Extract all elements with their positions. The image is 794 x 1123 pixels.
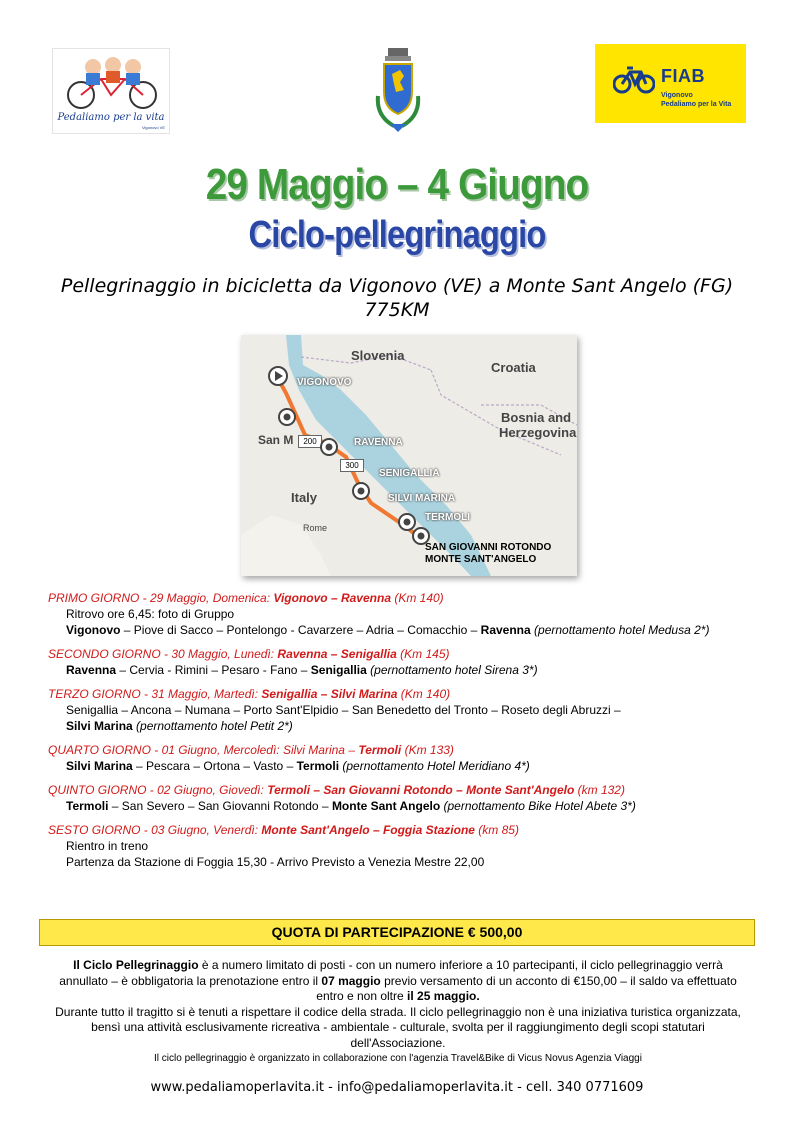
day-route: Vigonovo – Ravenna (273, 591, 391, 605)
label-italy: Italy (291, 490, 318, 505)
terms-bold: Il Ciclo Pellegrinaggio (73, 958, 199, 972)
coat-of-arms-icon (370, 46, 426, 136)
day-start: Silvi Marina (66, 759, 133, 773)
terms-paragraph-1 (48, 958, 748, 1005)
day-route: Termoli (358, 743, 402, 757)
label-rome: Rome (303, 523, 328, 533)
day-label: QUINTO GIORNO - 02 Giugno, Giovedì: (48, 783, 268, 797)
left-logo-caption: Pedaliamo per la vita (57, 112, 165, 123)
terms-paragraph-2: Durante tutto il tragitto si è tenuti a rispettare il codice della strada. Il ciclo pellegrinaggio non è una iniziativa turistica organizzata, bensì una attività esclusivamente ricreativa - ambientale - culturale, svolta per il raggiungimento degli scopi statutari dell'Associazione. (55, 1004, 741, 1050)
day-5 (48, 782, 758, 814)
day-label: SECONDO GIORNO - 30 Maggio, Lunedì: (48, 647, 278, 661)
day-line (48, 702, 758, 718)
fiab-logo (595, 44, 746, 123)
terms-paragraph-3: Il ciclo pellegrinaggio è organizzato in collaborazione con l'agenzia Travel&Bike di Vicus Novus Agenzia Viaggi (154, 1053, 642, 1064)
day-end: Monte Sant Angelo (331, 799, 441, 813)
event-subtitle (0, 274, 794, 322)
pedaliamo-logo (52, 48, 170, 134)
day-label: QUARTO GIORNO - 01 Giugno, Mercoledì: Silvi Marina – (48, 743, 359, 757)
stop-vigonovo: VIGONOVO (297, 377, 352, 388)
day-km: (Km 145) (396, 647, 450, 661)
day-line (48, 838, 758, 854)
label-bosnia-2: Herzegovina (499, 425, 577, 440)
day-hotel: (pernottamento hotel Petit 2*) (132, 719, 293, 733)
day-start: Termoli (66, 799, 109, 813)
subtitle-distance: 775KM (364, 299, 430, 321)
fiab-brand: FIAB (661, 66, 705, 86)
day-start: Vigonovo (66, 623, 121, 637)
day-stops: – Cervia - Rimini – Pesaro - Fano – (116, 663, 311, 677)
stop-marker-icon (351, 481, 371, 501)
road-shield-300: 300 (340, 459, 364, 472)
terms-text: è a numero limitato di posti - con un numero inferiore a 10 partecipanti, il ciclo pellegrinaggio verrà annullato – è obbligatoria la prenotazione entro il (59, 958, 723, 988)
day-line (48, 622, 758, 638)
event-title: Ciclo-pellegrinaggio (248, 214, 546, 256)
day-2 (48, 646, 758, 678)
contact-line: www.pedaliamoperlavita.it - info@pedaliamoperlavita.it - cell. 340 0771609 (150, 1080, 644, 1095)
day-end: Silvi Marina (66, 719, 133, 733)
day-label: SESTO GIORNO - 03 Giugno, Venerdì: (48, 823, 262, 837)
fiab-line-2: Pedaliamo per la Vita (661, 101, 732, 108)
day-header (48, 590, 758, 606)
terms-description (48, 958, 748, 1067)
day-label: PRIMO GIORNO - 29 Maggio, Domenica: (48, 591, 274, 605)
day-header (48, 782, 758, 798)
stop-ravenna: RAVENNA (354, 437, 403, 448)
terms-text: previo versamento di un acconto di €150,00 – il saldo va effettuato entro e non oltre (316, 973, 737, 1003)
stop-marker-icon (277, 407, 297, 427)
left-logo-sub: Vigonovo VE (141, 125, 165, 130)
stop-monte-santangelo: MONTE SANT'ANGELO (425, 554, 537, 565)
fiab-line-1: Vigonovo (661, 92, 693, 99)
terms-bold: il 25 maggio. (407, 989, 480, 1003)
day-3 (48, 686, 758, 734)
stop-san-giovanni-rotondo: SAN GIOVANNI ROTONDO (425, 542, 552, 553)
day-header (48, 742, 758, 758)
day-hotel: (pernottamento hotel Medusa 2*) (530, 623, 710, 637)
day-line (48, 798, 758, 814)
day-4 (48, 742, 758, 774)
day-hotel: (pernottamento Bike Hotel Abete 3*) (440, 799, 636, 813)
day-km: (Km 140) (397, 687, 451, 701)
day-hotel: (pernottamento Hotel Meridiano 4*) (339, 759, 530, 773)
start-marker-icon (267, 365, 289, 387)
stop-marker-icon (319, 437, 339, 457)
day-text: Partenza da Stazione di Foggia 15,30 - Arrivo Previsto a Venezia Mestre 22,00 (66, 855, 485, 869)
label-san-marino: San M (258, 433, 294, 447)
label-bosnia-1: Bosnia and (501, 410, 572, 425)
day-text: Rientro in treno (66, 839, 149, 853)
day-line (48, 718, 758, 734)
label-slovenia: Slovenia (351, 348, 405, 363)
day-line (48, 606, 758, 622)
day-start: Ravenna (66, 663, 117, 677)
participation-fee: QUOTA DI PARTECIPAZIONE € 500,00 (39, 919, 755, 946)
day-label: TERZO GIORNO - 31 Maggio, Martedì: (48, 687, 262, 701)
day-1 (48, 590, 758, 638)
day-route: Monte Sant'Angelo – Foggia Stazione (261, 823, 475, 837)
day-km: (Km 133) (401, 743, 454, 757)
stop-termoli: TERMOLI (425, 512, 470, 523)
day-km: (Km 140) (391, 591, 444, 605)
tandem-bike-icon (53, 49, 171, 113)
day-end: Termoli (296, 759, 340, 773)
day-stops: – Pescara – Ortona – Vasto – (132, 759, 297, 773)
event-dates: 29 Maggio – 4 Giugno (205, 160, 589, 209)
day-route: Termoli – San Giovanni Rotondo – Monte Sant'Angelo (267, 783, 575, 797)
terms-bold: 07 maggio (321, 973, 381, 988)
day-6 (48, 822, 758, 870)
day-route: Ravenna – Senigallia (277, 647, 397, 661)
day-text: Ritrovo ore 6,45: foto di Gruppo (66, 607, 235, 621)
itinerary (48, 590, 758, 878)
day-line (48, 854, 758, 870)
stop-silvi-marina: SILVI MARINA (388, 493, 456, 504)
day-end: Senigallia (310, 663, 367, 677)
subtitle-route: Pellegrinaggio in bicicletta da Vigonovo (VE) a Monte Sant Angelo (FG) (60, 275, 734, 297)
day-end: Ravenna (480, 623, 531, 637)
day-stops: – San Severo – San Giovanni Rotondo – (108, 799, 332, 813)
day-stops: Senigallia – Ancona – Numana – Porto Sant'Elpidio – San Benedetto del Tronto – Roseto degli Abruzzi – (66, 703, 621, 717)
label-croatia: Croatia (491, 360, 536, 375)
day-line (48, 758, 758, 774)
day-route: Senigallia – Silvi Marina (261, 687, 398, 701)
day-km: (km 85) (474, 823, 519, 837)
bicycle-icon (613, 64, 655, 94)
day-hotel: (pernottamento hotel Sirena 3*) (366, 663, 538, 677)
day-header (48, 646, 758, 662)
day-stops: – Piove di Sacco – Pontelongo - Cavarzere – Adria – Comacchio – (120, 623, 481, 637)
day-km: (km 132) (574, 783, 625, 797)
road-shield-200: 200 (298, 435, 322, 448)
day-header (48, 822, 758, 838)
day-header (48, 686, 758, 702)
day-line (48, 662, 758, 678)
route-map (241, 335, 577, 576)
stop-senigallia: SENIGALLIA (379, 468, 440, 479)
